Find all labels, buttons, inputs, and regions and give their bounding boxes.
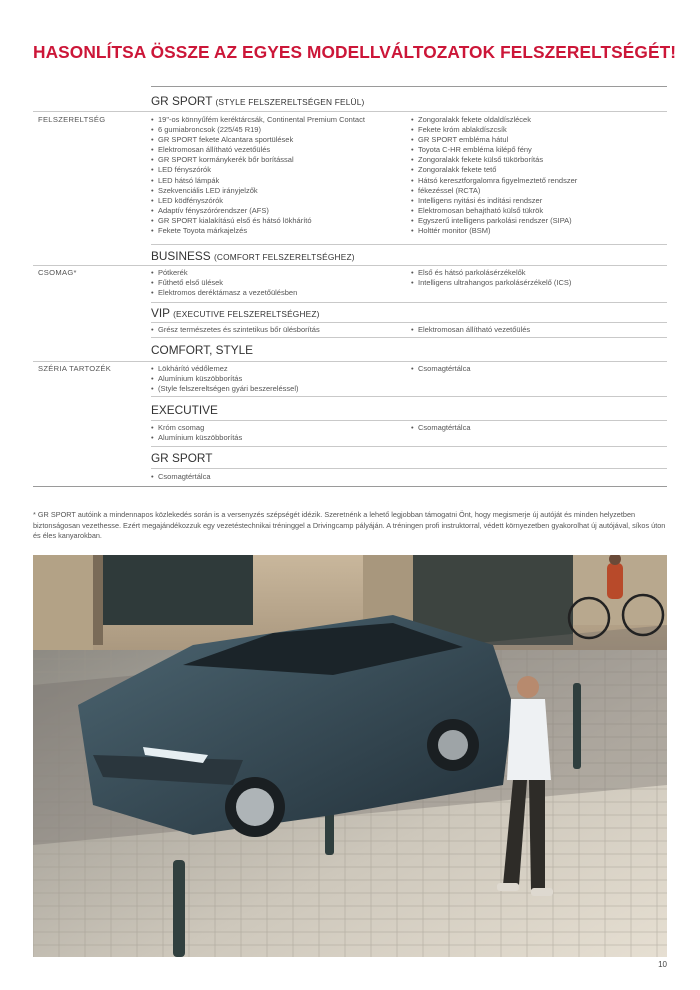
list-item: • Csomagtértálca <box>151 472 211 482</box>
divider <box>151 244 667 245</box>
list-item: • LED hátsó lámpák <box>151 176 365 186</box>
list-item: • GR SPORT fekete Alcantara sportülések <box>151 135 365 145</box>
divider <box>151 446 667 447</box>
list-item: • Intelligens ultrahangos parkolásérzékelő (ICS) <box>411 278 571 288</box>
page-title: HASONLÍTSA ÖSSZE AZ EGYES MODELLVÁLTOZATOK FELSZERELTSÉGÉT! <box>33 42 677 62</box>
car-photo <box>33 555 667 957</box>
list-item: • Intelligens nyitási és indítási rendszer <box>411 196 577 206</box>
list-item: • Elektromos deréktámasz a vezetőülésben <box>151 288 297 298</box>
list-item: • Első és hátsó parkolásérzékelők <box>411 268 571 278</box>
comfort-style-accessories-col2 <box>411 364 471 374</box>
section-title-gr-sport-accessory: GR SPORT <box>151 451 213 465</box>
list-item: • Elektromosan behajtható külső tükrök <box>411 206 577 216</box>
list-item: • fékezéssel (RCTA) <box>411 186 577 196</box>
list-item: • GR SPORT kormánykerék bőr borítással <box>151 155 365 165</box>
list-item: • GR SPORT kialakítású első és hátsó lökhárító <box>151 216 365 226</box>
page-number: 10 <box>658 960 667 969</box>
section-subtitle: (EXECUTIVE FELSZERELTSÉGHEZ) <box>173 309 320 319</box>
list-item: • Adaptív fényszórórendszer (AFS) <box>151 206 365 216</box>
row-label-szeria-tartozek: SZÉRIA TARTOZÉK <box>38 364 112 373</box>
section-name: BUSINESS <box>151 249 211 263</box>
list-item: • 6 gumiabroncsok (225/45 R19) <box>151 125 365 135</box>
list-item: • Toyota C-HR embléma kilépő fény <box>411 145 577 155</box>
list-item: • Lökhárító védőlemez <box>151 364 298 374</box>
section-name: VIP <box>151 306 170 320</box>
row-label-felszereltseg: FELSZERELTSÉG <box>38 115 106 124</box>
list-item: • LED ködfényszórók <box>151 196 365 206</box>
list-item: • Fekete króm ablakdíszcsík <box>411 125 577 135</box>
section-title-vip <box>151 306 320 320</box>
list-item: • LED fényszórók <box>151 165 365 175</box>
list-item: • GR SPORT embléma hátul <box>411 135 577 145</box>
list-item: • Szekvenciális LED irányjelzők <box>151 186 365 196</box>
business-features-col1 <box>151 268 297 298</box>
list-item: • Alumínium küszöbborítás <box>151 374 298 384</box>
row-label-csomag: CSOMAG* <box>38 268 77 277</box>
divider <box>33 265 667 266</box>
divider <box>33 111 667 112</box>
list-item: • Pótkerék <box>151 268 297 278</box>
divider <box>151 86 667 87</box>
section-title-comfort-style: COMFORT, STYLE <box>151 343 254 357</box>
gr-sport-accessories-col1 <box>151 472 211 482</box>
divider <box>151 468 667 469</box>
section-title-gr-sport <box>151 94 365 108</box>
section-subtitle: (STYLE FELSZERELTSÉGEN FELÜL) <box>215 97 365 107</box>
section-title-executive: EXECUTIVE <box>151 403 218 417</box>
footnote: * GR SPORT autóink a mindennapos közlekedés során is a versenyzés szépségét idézik. Szeretnénk a lehető legjobban támogatni Önt, hogy megismerje új autóját és minden helyzetben biztonságosan vezethesse. Ezért megajándékozzuk egy vezetéstechnikai tréninggel a Drivingcamp pályáján. A tréningen profi instruktorral, védett környezetben gyakorolhat új autójával, síkos úton és éles kanyarokban. <box>33 510 666 541</box>
comfort-style-accessories-col1 <box>151 364 298 394</box>
list-item: • Elektromosan állítható vezetőülés <box>411 325 530 335</box>
business-features-col2 <box>411 268 571 288</box>
list-item: • Elektromosan állítható vezetőülés <box>151 145 365 155</box>
list-item: • Grész természetes és szintetikus bőr ülésborítás <box>151 325 320 335</box>
list-item: • Zongoralakk fekete tető <box>411 165 577 175</box>
vip-features-col1 <box>151 325 320 335</box>
gr-sport-features-col1 <box>151 115 365 236</box>
list-item: • Fűthető első ülések <box>151 278 297 288</box>
executive-accessories-col1 <box>151 423 242 443</box>
divider <box>151 420 667 421</box>
section-name: GR SPORT <box>151 94 213 108</box>
divider <box>151 302 667 303</box>
divider <box>151 337 667 338</box>
divider <box>151 322 667 323</box>
list-item: • (Style felszereltségen gyári beszereléssel) <box>151 384 298 394</box>
divider <box>151 396 667 397</box>
list-item: • Csomagtértálca <box>411 423 471 433</box>
list-item: • Hátsó keresztforgalomra figyelmeztető rendszer <box>411 176 577 186</box>
list-item: • Csomagtértálca <box>411 364 471 374</box>
divider <box>33 486 667 487</box>
section-title-business <box>151 249 355 263</box>
section-subtitle: (COMFORT FELSZERELTSÉGHEZ) <box>213 252 355 262</box>
list-item: • Holttér monitor (BSM) <box>411 226 577 236</box>
list-item: • Egyszerű intelligens parkolási rendszer (SIPA) <box>411 216 577 226</box>
divider <box>33 361 667 362</box>
list-item: • Zongoralakk fekete oldaldíszlécek <box>411 115 577 125</box>
executive-accessories-col2 <box>411 423 471 433</box>
vip-features-col2 <box>411 325 530 335</box>
list-item: • Zongoralakk fekete külső tükörborítás <box>411 155 577 165</box>
list-item: • Alumínium küszöbborítás <box>151 433 242 443</box>
list-item: • 19"-os könnyűfém keréktárcsák, Continental Premium Contact <box>151 115 365 125</box>
list-item: • Króm csomag <box>151 423 242 433</box>
gr-sport-features-col2 <box>411 115 577 236</box>
list-item: • Fekete Toyota márkajelzés <box>151 226 365 236</box>
